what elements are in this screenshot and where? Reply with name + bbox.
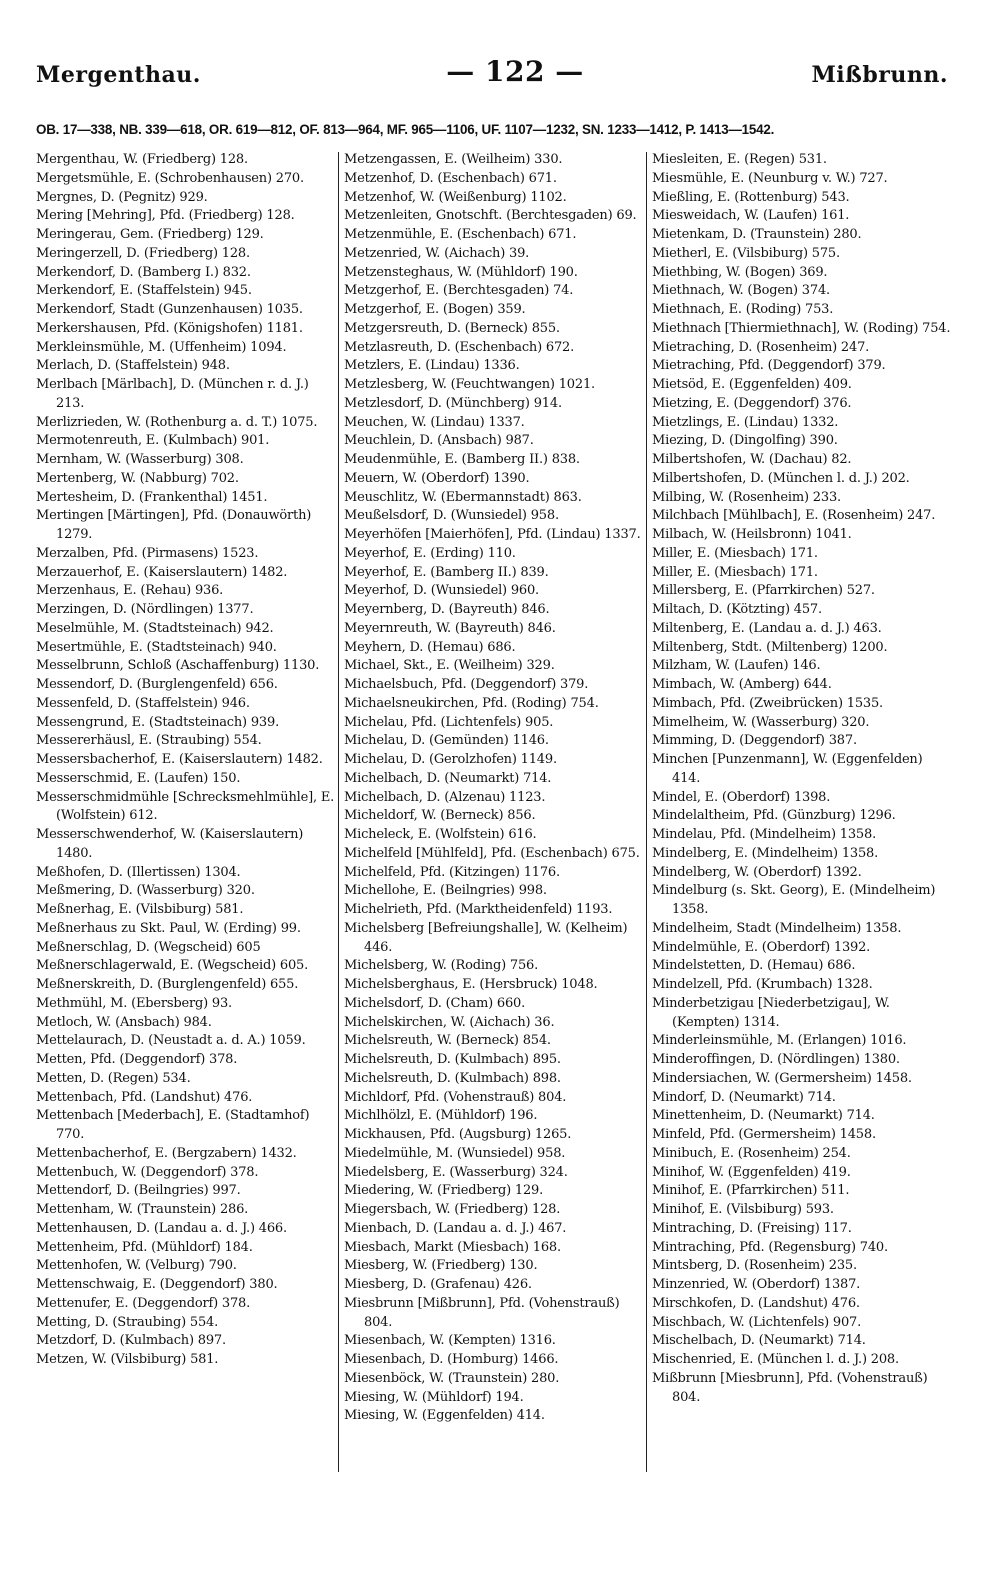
index-entry: Mindelberg, E. (Mindelheim) 1358. [652,845,879,861]
index-entry: Mietraching, D. (Rosenheim) 247. [652,339,870,355]
index-entry: Messererhäusl, E. (Straubing) 554. [36,733,262,749]
index-entry: Mettenbach, Pfd. (Landshut) 476. [36,1089,253,1105]
index-entry: Mießling, E. (Rottenburg) 543. [652,189,850,205]
index-entry: Meußelsdorf, D. (Wunsiedel) 958. [344,508,559,524]
index-entry: Metzen, W. (Vilsbiburg) 581. [36,1352,219,1367]
index-entry: Metzenhof, D. (Eschenbach) 671. [344,170,557,186]
index-entry: Michelsberg, W. (Roding) 756. [344,958,539,974]
index-entry: Mesertmühle, E. (Stadtsteinach) 940. [36,639,277,655]
index-entry: Meyerhöfen [Maierhöfen], Pfd. (Lindau) 1337. [344,527,641,542]
index-entry: Methmühl, M. (Ebersberg) 93. [36,995,232,1011]
index-entry: Mietzing, E. (Deggendorf) 376. [652,395,852,411]
index-entry: Metzensteghaus, W. (Mühldorf) 190. [344,264,578,280]
index-entry: Mietenkam, D. (Traunstein) 280. [652,227,862,242]
index-entry: Mindelberg, W. (Oberdorf) 1392. [652,864,862,880]
running-head-left: Mergenthau. [36,62,201,88]
index-entry: Michael, Skt., E. (Weilheim) 329. [344,658,555,674]
index-entry: Minchen [Punzenmann], W. (Eggenfelden) 414. [652,752,923,786]
index-entry: Michelau, Pfd. (Lichtenfels) 905. [344,714,554,730]
index-entry: Minderoffingen, D. (Nördlingen) 1380. [652,1052,900,1067]
index-entry: Metten, D. (Regen) 534. [36,1070,191,1086]
index-entry: Merzenhaus, E. (Rehau) 936. [36,583,224,599]
index-entry: Messenfeld, D. (Staffelstein) 946. [36,695,250,711]
register-column-2 [344,151,644,1426]
index-entry: Miesleiten, E. (Regen) 531. [652,152,827,167]
register-column-3 [652,151,952,1407]
index-entry: Mintsberg, D. (Rosenheim) 235. [652,1258,857,1274]
index-entry: Messengrund, E. (Stadtsteinach) 939. [36,714,280,730]
index-entry: Metzenhof, W. (Weißenburg) 1102. [344,189,567,205]
index-entry: Mindelau, Pfd. (Mindelheim) 1358. [652,827,877,842]
index-entry: Meselmühle, M. (Stadtsteinach) 942. [36,620,274,636]
index-entry: Meßhofen, D. (Illertissen) 1304. [36,864,241,880]
index-entry: Miezing, D. (Dingolfing) 390. [652,433,838,449]
index-entry: Miller, E. (Miesbach) 171. [652,564,818,580]
index-entry: Minibuch, E. (Rosenheim) 254. [652,1145,851,1161]
index-entry: Meudenmühle, E. (Bamberg II.) 838. [344,452,580,467]
index-entry: Metzenleiten, Gnotschft. (Berchtesgaden) 69. [344,208,637,224]
index-entry: Miethnach, W. (Bogen) 374. [652,283,830,299]
column-divider [646,152,647,1472]
index-entry: Mergenthau, W. (Friedberg) 128. [36,152,248,167]
index-entry: Michelsberg [Befreiungshalle], W. (Kelheim) 446. [344,920,628,955]
index-entry: Meuschlitz, W. (Ebermannstadt) 863. [344,489,582,505]
index-entry: Meyernreuth, W. (Bayreuth) 846. [344,620,556,636]
index-entry: Mettenbach [Mederbach], E. (Stadtamhof) 770. [36,1108,310,1142]
index-entry: Mindelmühle, E. (Oberdorf) 1392. [652,939,871,955]
index-entry: Metzenried, W. (Aichach) 39. [344,245,530,261]
index-entry: Merlizrieden, W. (Rothenburg a. d. T.) 1075. [36,414,318,430]
index-entry: Miesbach, Markt (Miesbach) 168. [344,1239,561,1255]
index-entry: Michelsdorf, D. (Cham) 660. [344,995,526,1011]
index-entry: Mettelaurach, D. (Neustadt a. d. A.) 1059. [36,1033,306,1049]
index-entry: Mering [Mehring], Pfd. (Friedberg) 128. [36,208,295,224]
index-entry: Messelbrunn, Schloß (Aschaffenburg) 1130. [36,658,320,674]
index-entry: Miesing, W. (Mühldorf) 194. [344,1389,524,1405]
index-entry: Merkendorf, D. (Bamberg I.) 832. [36,264,251,280]
index-entry: Micheleck, E. (Wolfstein) 616. [344,827,537,842]
index-entry: Mischbach, W. (Lichtenfels) 907. [652,1314,862,1330]
index-entry: Messerschwenderhof, W. (Kaiserslautern) 1480. [36,827,304,861]
index-entry: Miedelsberg, E. (Wasserburg) 324. [344,1164,568,1180]
index-entry: Mergetsmühle, E. (Schrobenhausen) 270. [36,170,304,186]
index-entry: Mickhausen, Pfd. (Augsburg) 1265. [344,1127,572,1142]
index-entry: Michelbach, D. (Neumarkt) 714. [344,770,552,786]
running-head-right: Mißbrunn. [811,62,948,88]
index-entry: Minderleinsmühle, M. (Erlangen) 1016. [652,1033,907,1049]
index-entry: Millersberg, E. (Pfarrkirchen) 527. [652,583,875,599]
index-entry: Michaelsneukirchen, Pfd. (Roding) 754. [344,695,599,711]
index-entry: Miesenböck, W. (Traunstein) 280. [344,1370,560,1386]
index-entry: Miltenberg, E. (Landau a. d. J.) 463. [652,620,882,636]
index-entry: Miesberg, D. (Grafenau) 426. [344,1277,532,1292]
index-entry: Merzauerhof, E. (Kaiserslautern) 1482. [36,564,288,580]
index-entry: Mindorf, D. (Neumarkt) 714. [652,1089,836,1105]
index-entry: Meyerhof, E. (Erding) 110. [344,545,516,561]
index-entry: Miltenberg, Stdt. (Miltenberg) 1200. [652,639,888,655]
index-entry: Mimelheim, W. (Wasserburg) 320. [652,714,870,730]
index-entry: Michelsreuth, W. (Berneck) 854. [344,1033,551,1049]
index-entry: Minzenried, W. (Oberdorf) 1387. [652,1277,861,1292]
index-entry: Mertenberg, W. (Nabburg) 702. [36,470,239,486]
index-entry: Miesmühle, E. (Neunburg v. W.) 727. [652,170,888,186]
index-entry: Mimming, D. (Deggendorf) 387. [652,733,857,749]
index-entry: Meßnerskreith, D. (Burglengenfeld) 655. [36,977,299,992]
index-entry: Mettenhofen, W. (Velburg) 790. [36,1258,237,1274]
index-entry: Mindelburg (s. Skt. Georg), E. (Mindelheim) 1358. [652,883,936,917]
index-entry: Metzlers, E. (Lindau) 1336. [344,358,520,374]
index-entry: Milbing, W. (Rosenheim) 233. [652,489,841,505]
register-column-1 [36,151,336,1370]
index-entry: Messendorf, D. (Burglengenfeld) 656. [36,677,278,692]
index-entry: Micheldorf, W. (Berneck) 856. [344,808,536,824]
index-entry: Milbertshofen, W. (Dachau) 82. [652,452,852,467]
index-entry: Meyernberg, D. (Bayreuth) 846. [344,602,550,617]
index-entry: Miesberg, W. (Friedberg) 130. [344,1258,538,1274]
index-entry: Mindelzell, Pfd. (Krumbach) 1328. [652,977,873,992]
index-entry: Mermotenreuth, E. (Kulmbach) 901. [36,433,270,449]
index-entry: Mindelstetten, D. (Hemau) 686. [652,958,856,974]
index-entry: Metzlasreuth, D. (Eschenbach) 672. [344,339,575,355]
index-entry: Miedelmühle, M. (Wunsiedel) 958. [344,1145,566,1161]
index-entry: Michelrieth, Pfd. (Marktheidenfeld) 1193. [344,902,613,917]
index-entry: Mintraching, D. (Freising) 117. [652,1220,852,1236]
index-entry: Meßmering, D. (Wasserburg) 320. [36,883,255,899]
index-entry: Mettenham, W. (Traunstein) 286. [36,1202,249,1217]
index-entry: Mietherl, E. (Vilsbiburg) 575. [652,245,840,261]
district-abbreviation-line: OB. 17—338, NB. 339—618, OR. 619—812, OF. 813—964, MF. 965—1106, UF. 1107—1232, SN. 1233—1412, P. 1413—1542. [36,122,775,137]
index-entry: Merkershausen, Pfd. (Königshofen) 1181. [36,320,303,336]
index-entry: Metzgersreuth, D. (Berneck) 855. [344,320,560,336]
index-entry: Mißbrunn [Miesbrunn], Pfd. (Vohenstrauß) 804. [652,1370,928,1405]
index-entry: Minihof, W. (Eggenfelden) 419. [652,1164,851,1180]
index-entry: Milbertshofen, D. (München l. d. J.) 202. [652,470,910,486]
index-entry: Michlhölzl, E. (Mühldorf) 196. [344,1108,538,1124]
index-entry: Michelau, D. (Gerolzhofen) 1149. [344,752,557,767]
index-entry: Meyerhof, E. (Bamberg II.) 839. [344,564,549,580]
index-entry: Merlbach [Märlbach], D. (München r. d. J.) 213. [36,377,309,411]
index-entry: Michelsberghaus, E. (Hersbruck) 1048. [344,977,598,992]
index-entry: Meringerzell, D. (Friedberg) 128. [36,245,250,261]
index-entry: Mischelbach, D. (Neumarkt) 714. [652,1333,866,1349]
index-entry: Mettendorf, D. (Beilngries) 997. [36,1183,241,1199]
index-entry: Miesenbach, W. (Kempten) 1316. [344,1333,556,1349]
index-entry: Merzalben, Pfd. (Pirmasens) 1523. [36,545,259,561]
index-entry: Meßnerschlag, D. (Wegscheid) 605 [36,939,261,955]
index-entry: Mettenbuch, W. (Deggendorf) 378. [36,1164,259,1180]
index-entry: Meßnerschlagerwald, E. (Wegscheid) 605. [36,958,309,974]
index-entry: Michellohe, E. (Beilngries) 998. [344,883,547,899]
index-entry: Merlach, D. (Staffelstein) 948. [36,358,230,374]
index-entry: Merkleinsmühle, M. (Uffenheim) 1094. [36,339,287,355]
index-entry: Meyerhof, D. (Wunsiedel) 960. [344,583,539,599]
index-entry: Mernham, W. (Wasserburg) 308. [36,452,244,467]
index-entry: Metten, Pfd. (Deggendorf) 378. [36,1052,238,1067]
index-entry: Michelau, D. (Gemünden) 1146. [344,733,549,749]
index-entry: Miesweidach, W. (Laufen) 161. [652,208,850,224]
index-entry: Minderbetzigau [Niederbetzigau], W. (Kempten) 1314. [652,995,890,1030]
index-entry: Mindelheim, Stadt (Mindelheim) 1358. [652,920,902,936]
index-entry: Metzenmühle, E. (Eschenbach) 671. [344,227,577,242]
index-entry: Minihof, E. (Vilsbiburg) 593. [652,1202,834,1217]
index-entry: Mettenhausen, D. (Landau a. d. J.) 466. [36,1220,287,1236]
index-entry: Merzingen, D. (Nördlingen) 1377. [36,602,254,617]
index-entry: Michaelsbuch, Pfd. (Deggendorf) 379. [344,677,589,692]
index-entry: Messersbacherhof, E. (Kaiserslautern) 1482. [36,752,323,767]
index-entry: Metting, D. (Straubing) 554. [36,1314,219,1330]
index-entry: Mindersiachen, W. (Germersheim) 1458. [652,1070,912,1086]
index-entry: Mettenschwaig, E. (Deggendorf) 380. [36,1277,278,1292]
index-entry: Meuchlein, D. (Ansbach) 987. [344,433,534,449]
index-entry: Mischenried, E. (München l. d. J.) 208. [652,1352,899,1367]
index-entry: Minfeld, Pfd. (Germersheim) 1458. [652,1127,876,1142]
index-entry: Miesing, W. (Eggenfelden) 414. [344,1408,545,1424]
index-entry: Mienbach, D. (Landau a. d. J.) 467. [344,1220,567,1236]
index-entry: Messerschmid, E. (Laufen) 150. [36,770,241,786]
index-entry: Metloch, W. (Ansbach) 984. [36,1014,212,1030]
index-entry: Metzlesdorf, D. (Münchberg) 914. [344,395,562,411]
index-entry: Mertesheim, D. (Frankenthal) 1451. [36,489,268,505]
index-entry: Mintraching, Pfd. (Regensburg) 740. [652,1239,888,1255]
index-entry: Milzham, W. (Laufen) 146. [652,658,821,674]
index-entry: Minettenheim, D. (Neumarkt) 714. [652,1108,875,1124]
index-entry: Mergnes, D. (Pegnitz) 929. [36,189,208,205]
index-entry: Mettenheim, Pfd. (Mühldorf) 184. [36,1239,253,1255]
index-entry: Messerschmidmühle [Schrecksmehlmühle], E. (Wolfstein) 612. [36,789,335,824]
index-entry: Meuern, W. (Oberdorf) 1390. [344,470,530,486]
index-entry: Michelfeld, Pfd. (Kitzingen) 1176. [344,864,560,880]
index-entry: Miller, E. (Miesbach) 171. [652,545,818,561]
index-entry: Mindelaltheim, Pfd. (Günzburg) 1296. [652,808,896,824]
index-entry: Mimbach, W. (Amberg) 644. [652,677,832,692]
index-entry: Meßnerhag, E. (Vilsbiburg) 581. [36,902,244,917]
index-entry: Miltach, D. (Kötzting) 457. [652,602,822,617]
index-entry: Metzengassen, E. (Weilheim) 330. [344,152,563,167]
index-entry: Mietzlings, E. (Lindau) 1332. [652,414,839,430]
index-entry: Meßnerhaus zu Skt. Paul, W. (Erding) 99. [36,920,301,936]
index-entry: Miethbing, W. (Bogen) 369. [652,264,828,280]
index-entry: Mimbach, Pfd. (Zweibrücken) 1535. [652,695,883,711]
index-entry: Mietraching, Pfd. (Deggendorf) 379. [652,358,886,374]
index-entry: Mietsöd, E. (Eggenfelden) 409. [652,377,852,392]
index-entry: Miesbrunn [Mißbrunn], Pfd. (Vohenstrauß) 804. [344,1295,620,1330]
page-number: — 122 — [446,55,584,88]
index-entry: Miethnach, E. (Roding) 753. [652,302,834,317]
index-entry: Michelbach, D. (Alzenau) 1123. [344,789,546,805]
index-entry: Miedering, W. (Friedberg) 129. [344,1183,544,1199]
index-entry: Metzdorf, D. (Kulmbach) 897. [36,1333,226,1349]
index-entry: Michelsreuth, D. (Kulmbach) 895. [344,1052,561,1067]
index-entry: Metzgerhof, E. (Bogen) 359. [344,302,526,317]
index-entry: Milchbach [Mühlbach], E. (Rosenheim) 247. [652,508,936,524]
index-entry: Miegersbach, W. (Friedberg) 128. [344,1202,561,1217]
index-entry: Michelsreuth, D. (Kulmbach) 898. [344,1070,561,1086]
index-entry: Michelskirchen, W. (Aichach) 36. [344,1014,555,1030]
index-entry: Meyhern, D. (Hemau) 686. [344,639,516,655]
index-entry: Miesenbach, D. (Homburg) 1466. [344,1352,559,1367]
index-entry: Milbach, W. (Heilsbronn) 1041. [652,527,852,542]
index-entry: Meringerau, Gem. (Friedberg) 129. [36,227,264,242]
index-entry: Meuchen, W. (Lindau) 1337. [344,414,525,430]
index-entry: Michldorf, Pfd. (Vohenstrauß) 804. [344,1089,567,1105]
index-entry: Metzlesberg, W. (Feuchtwangen) 1021. [344,377,595,392]
index-entry: Michelfeld [Mühlfeld], Pfd. (Eschenbach) 675. [344,845,640,861]
index-entry: Metzgerhof, E. (Berchtesgaden) 74. [344,283,574,299]
index-entry: Mettenbacherhof, E. (Bergzabern) 1432. [36,1145,297,1161]
index-entry: Minihof, E. (Pfarrkirchen) 511. [652,1183,850,1199]
index-entry: Mertingen [Märtingen], Pfd. (Donauwörth) 1279. [36,508,312,542]
index-entry: Merkendorf, E. (Staffelstein) 945. [36,283,252,299]
column-divider [338,152,339,1472]
index-entry: Mirschkofen, D. (Landshut) 476. [652,1295,860,1311]
index-entry: Mindel, E. (Oberdorf) 1398. [652,789,831,805]
index-entry: Mettenufer, E. (Deggendorf) 378. [36,1295,251,1311]
index-entry: Merkendorf, Stadt (Gunzenhausen) 1035. [36,302,303,317]
index-entry: Miethnach [Thiermiethnach], W. (Roding) 754. [652,320,951,336]
